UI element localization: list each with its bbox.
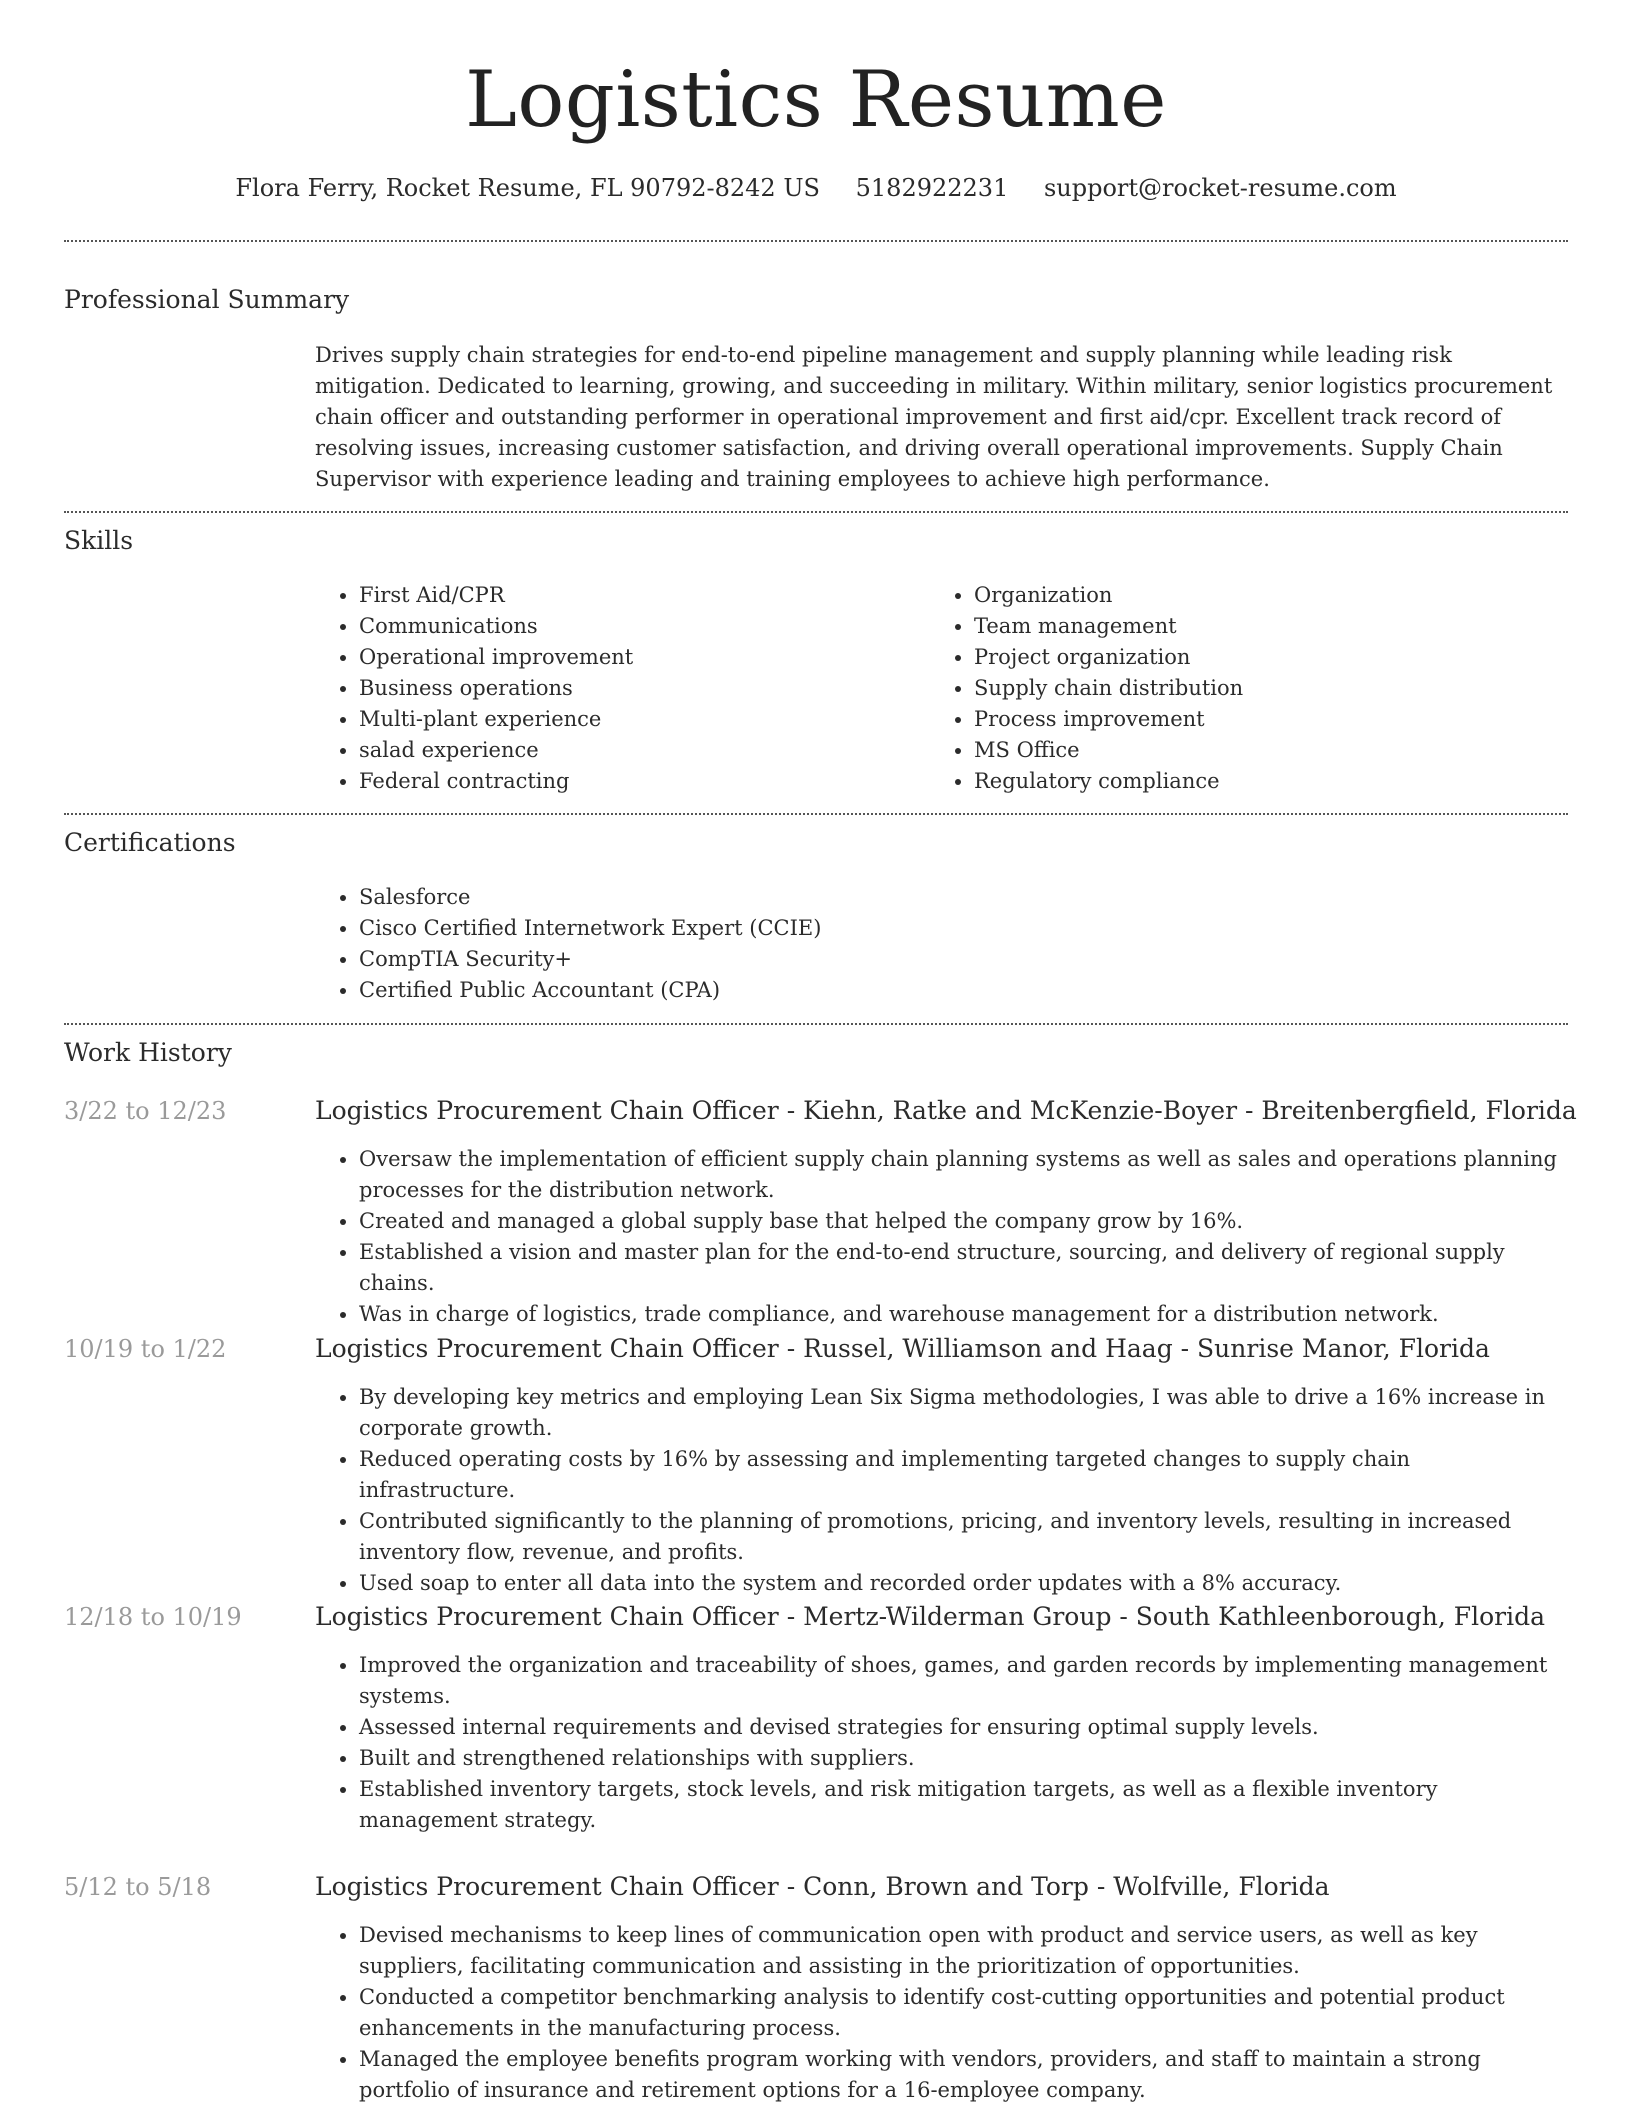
skill-item: • salad experience xyxy=(359,735,925,766)
job-dates: 12/18 to 10/19 xyxy=(64,1603,242,1631)
certification-item: • Certified Public Accountant (CPA) xyxy=(359,975,1315,1006)
certification-item: • Salesforce xyxy=(359,882,1315,913)
job-bullet: • Conducted a competitor benchmarking analysis to identify cost-cutting opportunities and potential product enhancements in the manufacturing process. xyxy=(359,1982,1568,2044)
job-bullets xyxy=(315,1144,1568,1330)
job-bullet: • Was in charge of logistics, trade compliance, and warehouse management for a distribution network. xyxy=(359,1299,1568,1330)
job-title: Logistics Procurement Chain Officer - Conn, Brown and Torp - Wolfville, Florida xyxy=(315,1872,1330,1901)
divider xyxy=(64,511,1568,513)
job-bullet: • Established inventory targets, stock levels, and risk mitigation targets, as well as a flexible inventory management strategy. xyxy=(359,1774,1568,1836)
job-bullet: • Established a vision and master plan for the end-to-end structure, sourcing, and delivery of regional supply chains. xyxy=(359,1237,1568,1299)
job-bullet: • Reduced operating costs by 16% by assessing and implementing targeted changes to supply chain infrastructure. xyxy=(359,1444,1568,1506)
divider xyxy=(64,240,1568,242)
job-title: Logistics Procurement Chain Officer - Kiehn, Ratke and McKenzie-Boyer - Breitenbergfield, Florida xyxy=(315,1096,1577,1125)
skill-item: • First Aid/CPR xyxy=(359,580,925,611)
job-bullets xyxy=(315,1650,1568,1836)
job-bullet: • Devised mechanisms to keep lines of communication open with product and service users, as well as key suppliers, facilitating communication and assisting in the prioritization of opportunities. xyxy=(359,1920,1568,1982)
summary-heading: Professional Summary xyxy=(64,285,350,314)
certification-item: • Cisco Certified Internetwork Expert (CCIE) xyxy=(359,913,1315,944)
job-bullet: • Improved the organization and traceability of shoes, games, and garden records by implementing management systems. xyxy=(359,1650,1568,1712)
job-bullet: • Assessed internal requirements and devised strategies for ensuring optimal supply levels. xyxy=(359,1712,1568,1743)
skill-item: • Communications xyxy=(359,611,925,642)
job-bullet: • Oversaw the implementation of efficient supply chain planning systems as well as sales and operations planning processes for the distribution network. xyxy=(359,1144,1568,1206)
divider xyxy=(64,813,1568,815)
job-dates: 3/22 to 12/23 xyxy=(64,1097,227,1125)
job-title: Logistics Procurement Chain Officer - Mertz-Wilderman Group - South Kathleenborough, Florida xyxy=(315,1602,1545,1631)
skill-item: • Team management xyxy=(974,611,1540,642)
divider xyxy=(64,1023,1568,1025)
job-dates: 5/12 to 5/18 xyxy=(64,1873,212,1901)
job-bullets xyxy=(315,1382,1568,1599)
skills-heading: Skills xyxy=(64,526,134,555)
job-bullet: • Built and strengthened relationships with suppliers. xyxy=(359,1743,1568,1774)
skill-item: • Operational improvement xyxy=(359,642,925,673)
work-heading: Work History xyxy=(64,1038,232,1067)
summary-text: Drives supply chain strategies for end-to-end pipeline management and supply planning while leading risk mitigation. Dedicated to learning, growing, and succeeding in military. Within military, senior logistics procurement chain officer and outstanding performer in operational improvement and first aid/cpr. Excellent track record of resolving issues, increasing customer satisfaction, and driving overall operational improvements. Supply Chain Supervisor with experience leading and training employees to achieve high performance. xyxy=(315,343,1553,491)
contact-address: Flora Ferry, Rocket Resume, FL 90792-8242 US xyxy=(235,174,820,202)
job-bullet: • Managed the employee benefits program working with vendors, providers, and staff to maintain a strong portfolio of insurance and retirement options for a 16-employee company. xyxy=(359,2044,1568,2106)
skills-list-right xyxy=(930,580,1540,797)
job-bullets xyxy=(315,1920,1568,2106)
certifications-list xyxy=(315,882,1315,1006)
job-dates: 10/19 to 1/22 xyxy=(64,1335,227,1363)
skill-item: • Organization xyxy=(974,580,1540,611)
skill-item: • Supply chain distribution xyxy=(974,673,1540,704)
contact-phone: 5182922231 xyxy=(855,174,1009,202)
job-bullet: • Created and managed a global supply base that helped the company grow by 16%. xyxy=(359,1206,1568,1237)
skill-item: • Regulatory compliance xyxy=(974,766,1540,797)
job-bullet: • Used soap to enter all data into the system and recorded order updates with a 8% accuracy. xyxy=(359,1568,1568,1599)
contact-line xyxy=(64,170,1568,206)
skill-item: • Business operations xyxy=(359,673,925,704)
job-title: Logistics Procurement Chain Officer - Russel, Williamson and Haag - Sunrise Manor, Florida xyxy=(315,1334,1490,1363)
job-bullet: • Contributed significantly to the planning of promotions, pricing, and inventory levels, resulting in increased inventory flow, revenue, and profits. xyxy=(359,1506,1568,1568)
certifications-heading: Certifications xyxy=(64,828,236,857)
certification-item: • CompTIA Security+ xyxy=(359,944,1315,975)
resume-title: Logistics Resume xyxy=(465,55,1167,145)
skill-item: • Multi-plant experience xyxy=(359,704,925,735)
contact-email: support@rocket-resume.com xyxy=(1043,174,1397,202)
skill-item: • Process improvement xyxy=(974,704,1540,735)
skill-item: • MS Office xyxy=(974,735,1540,766)
skill-item: • Federal contracting xyxy=(359,766,925,797)
skills-list-left xyxy=(315,580,925,797)
job-bullet: • By developing key metrics and employing Lean Six Sigma methodologies, I was able to drive a 16% increase in corporate growth. xyxy=(359,1382,1568,1444)
skill-item: • Project organization xyxy=(974,642,1540,673)
